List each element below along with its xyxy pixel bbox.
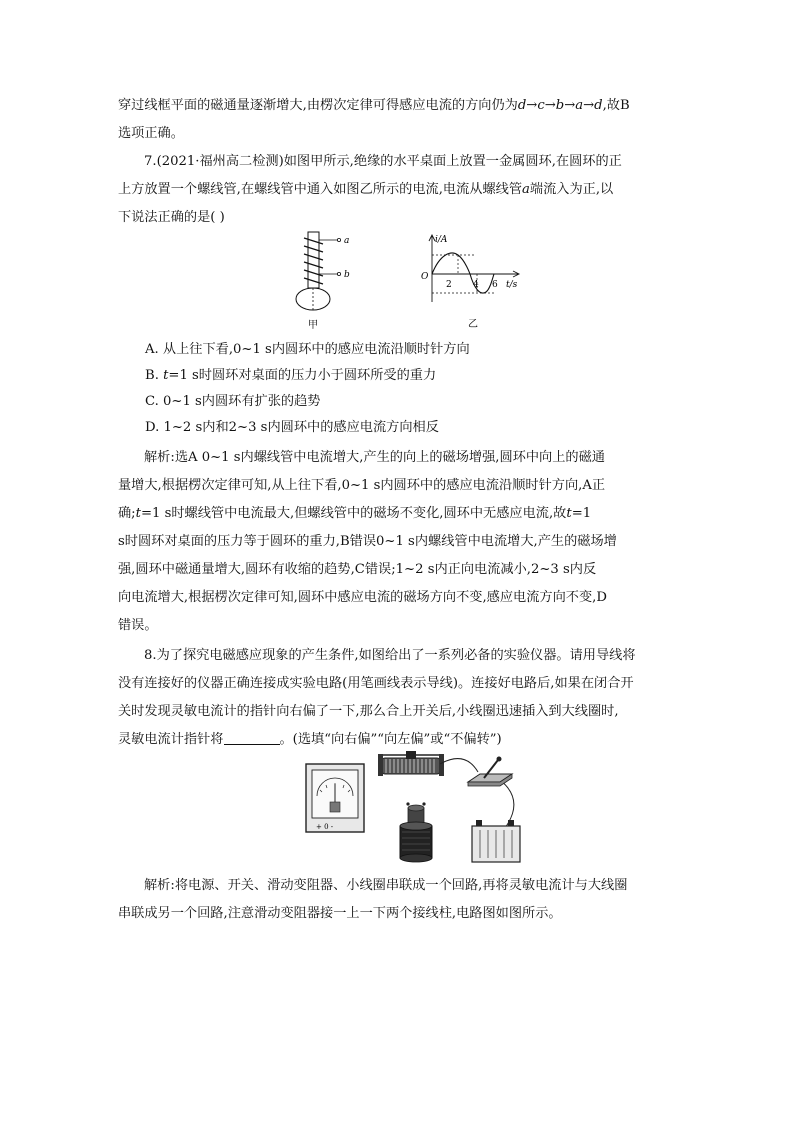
q7-option-b: B. t=1 s时圆环对桌面的压力小于圆环所受的重力 [145,368,437,383]
experiment-apparatus-figure [300,750,525,868]
q7-option-a: A. 从上往下看,0~1 s内圆环中的感应电流沿顺时针方向 [145,342,470,357]
q8-stem-line-2: 没有连接好的仪器正确连接成实验电路(用笔画线表示导线)。连接好电路后,如果在闭合开 [118,676,634,691]
figure-jia-caption: 甲 [308,320,318,331]
q7-solution-line-1: 解析:选A 0~1 s内螺线管中电流增大,产生的向上的磁场增强,圆环中向上的磁通 [144,450,605,465]
metal-ring [296,288,330,310]
galvanometer-terminal-label: + 0 - [316,823,334,831]
q8-stem-line-1: 8.为了探究电磁感应现象的产生条件,如图给出了一系列必备的实验仪器。请用导线将 [144,648,636,663]
q8-stem-line-3: 关时发现灵敏电流计的指针向右偏了一下,那么合上开关后,小线圈迅速插入到大线圈时, [118,704,619,719]
current-waveform [432,253,494,293]
terminal-b-label: b [344,270,350,280]
q7-solution-line-6: 向电流增大,根据楞次定律可知,圆环中感应电流的磁场方向不变,感应电流方向不变,D [118,590,607,605]
answer-blank [224,730,280,745]
figure-yi-current-graph [418,230,528,334]
q8-stem-line-4: 灵敏电流计指针将 。(选填“向右偏”“向左偏”或“不偏转”) [118,732,502,747]
q7-solution-line-3: 确;t=1 s时螺线管中电流最大,但螺线管中的磁场不变化,圆环中无感应电流,故t=1 [118,506,592,521]
battery-icon [472,820,520,862]
q7-option-c: C. 0~1 s内圆环有扩张的趋势 [145,394,321,409]
q7-solution-line-4: s时圆环对桌面的压力等于圆环的重力,B错误0~1 s内螺线管中电流增大,产生的磁场增 [118,534,617,549]
q7-solution-line-5: 强,圆环中磁通量增大,圆环有收缩的趋势,C错误;1~2 s内正向电流减小,2~3 s内反 [118,562,597,577]
x-axis-label: t/s [506,280,518,290]
prev-paragraph-line-1: 穿过线框平面的磁通量逐渐增大,由楞次定律可得感应电流的方向仍为d→c→b→a→d,故B [118,98,630,113]
q7-solution-line-2: 量增大,根据楞次定律可知,从上往下看,0~1 s内圆环中的感应电流沿顺时针方向,A正 [118,478,606,493]
figure-jia-solenoid [288,228,358,336]
current-path: d→c→b→a→d [517,98,603,113]
tick-4: 4 [473,280,479,290]
knife-switch-icon [468,757,512,787]
q7-option-d: D. 1~2 s内和2~3 s内圆环中的感应电流方向相反 [145,420,439,435]
terminal-a-label: a [344,236,350,246]
tick-6: 6 [492,280,498,290]
galvanometer-icon [306,764,364,832]
q7-solution-line-7: 错误。 [118,618,158,633]
q7-stem-line-3: 下说法正确的是( ) [118,210,225,225]
coil-set-icon [400,802,432,862]
tick-2: 2 [446,280,452,290]
q8-solution-line-2: 串联成另一个回路,注意滑动变阻器接一上一下两个接线柱,电路图如图所示。 [118,906,562,921]
q7-stem-line-2: 上方放置一个螺线管,在螺线管中通入如图乙所示的电流,电流从螺线管a端流入为正,以 [118,182,614,197]
rheostat-icon [378,751,444,776]
figure-yi-caption: 乙 [468,319,478,330]
q7-stem-line-1: 7.(2021·福州高二检测)如图甲所示,绝缘的水平桌面上放置一金属圆环,在圆环的正 [144,154,622,169]
q8-solution-line-1: 解析:将电源、开关、滑动变阻器、小线圈串联成一个回路,再将灵敏电流计与大线圈 [144,878,628,893]
prev-paragraph-line-2: 选项正确。 [118,126,184,141]
y-axis-label: i/A [435,235,448,245]
origin-label: O [421,272,429,282]
